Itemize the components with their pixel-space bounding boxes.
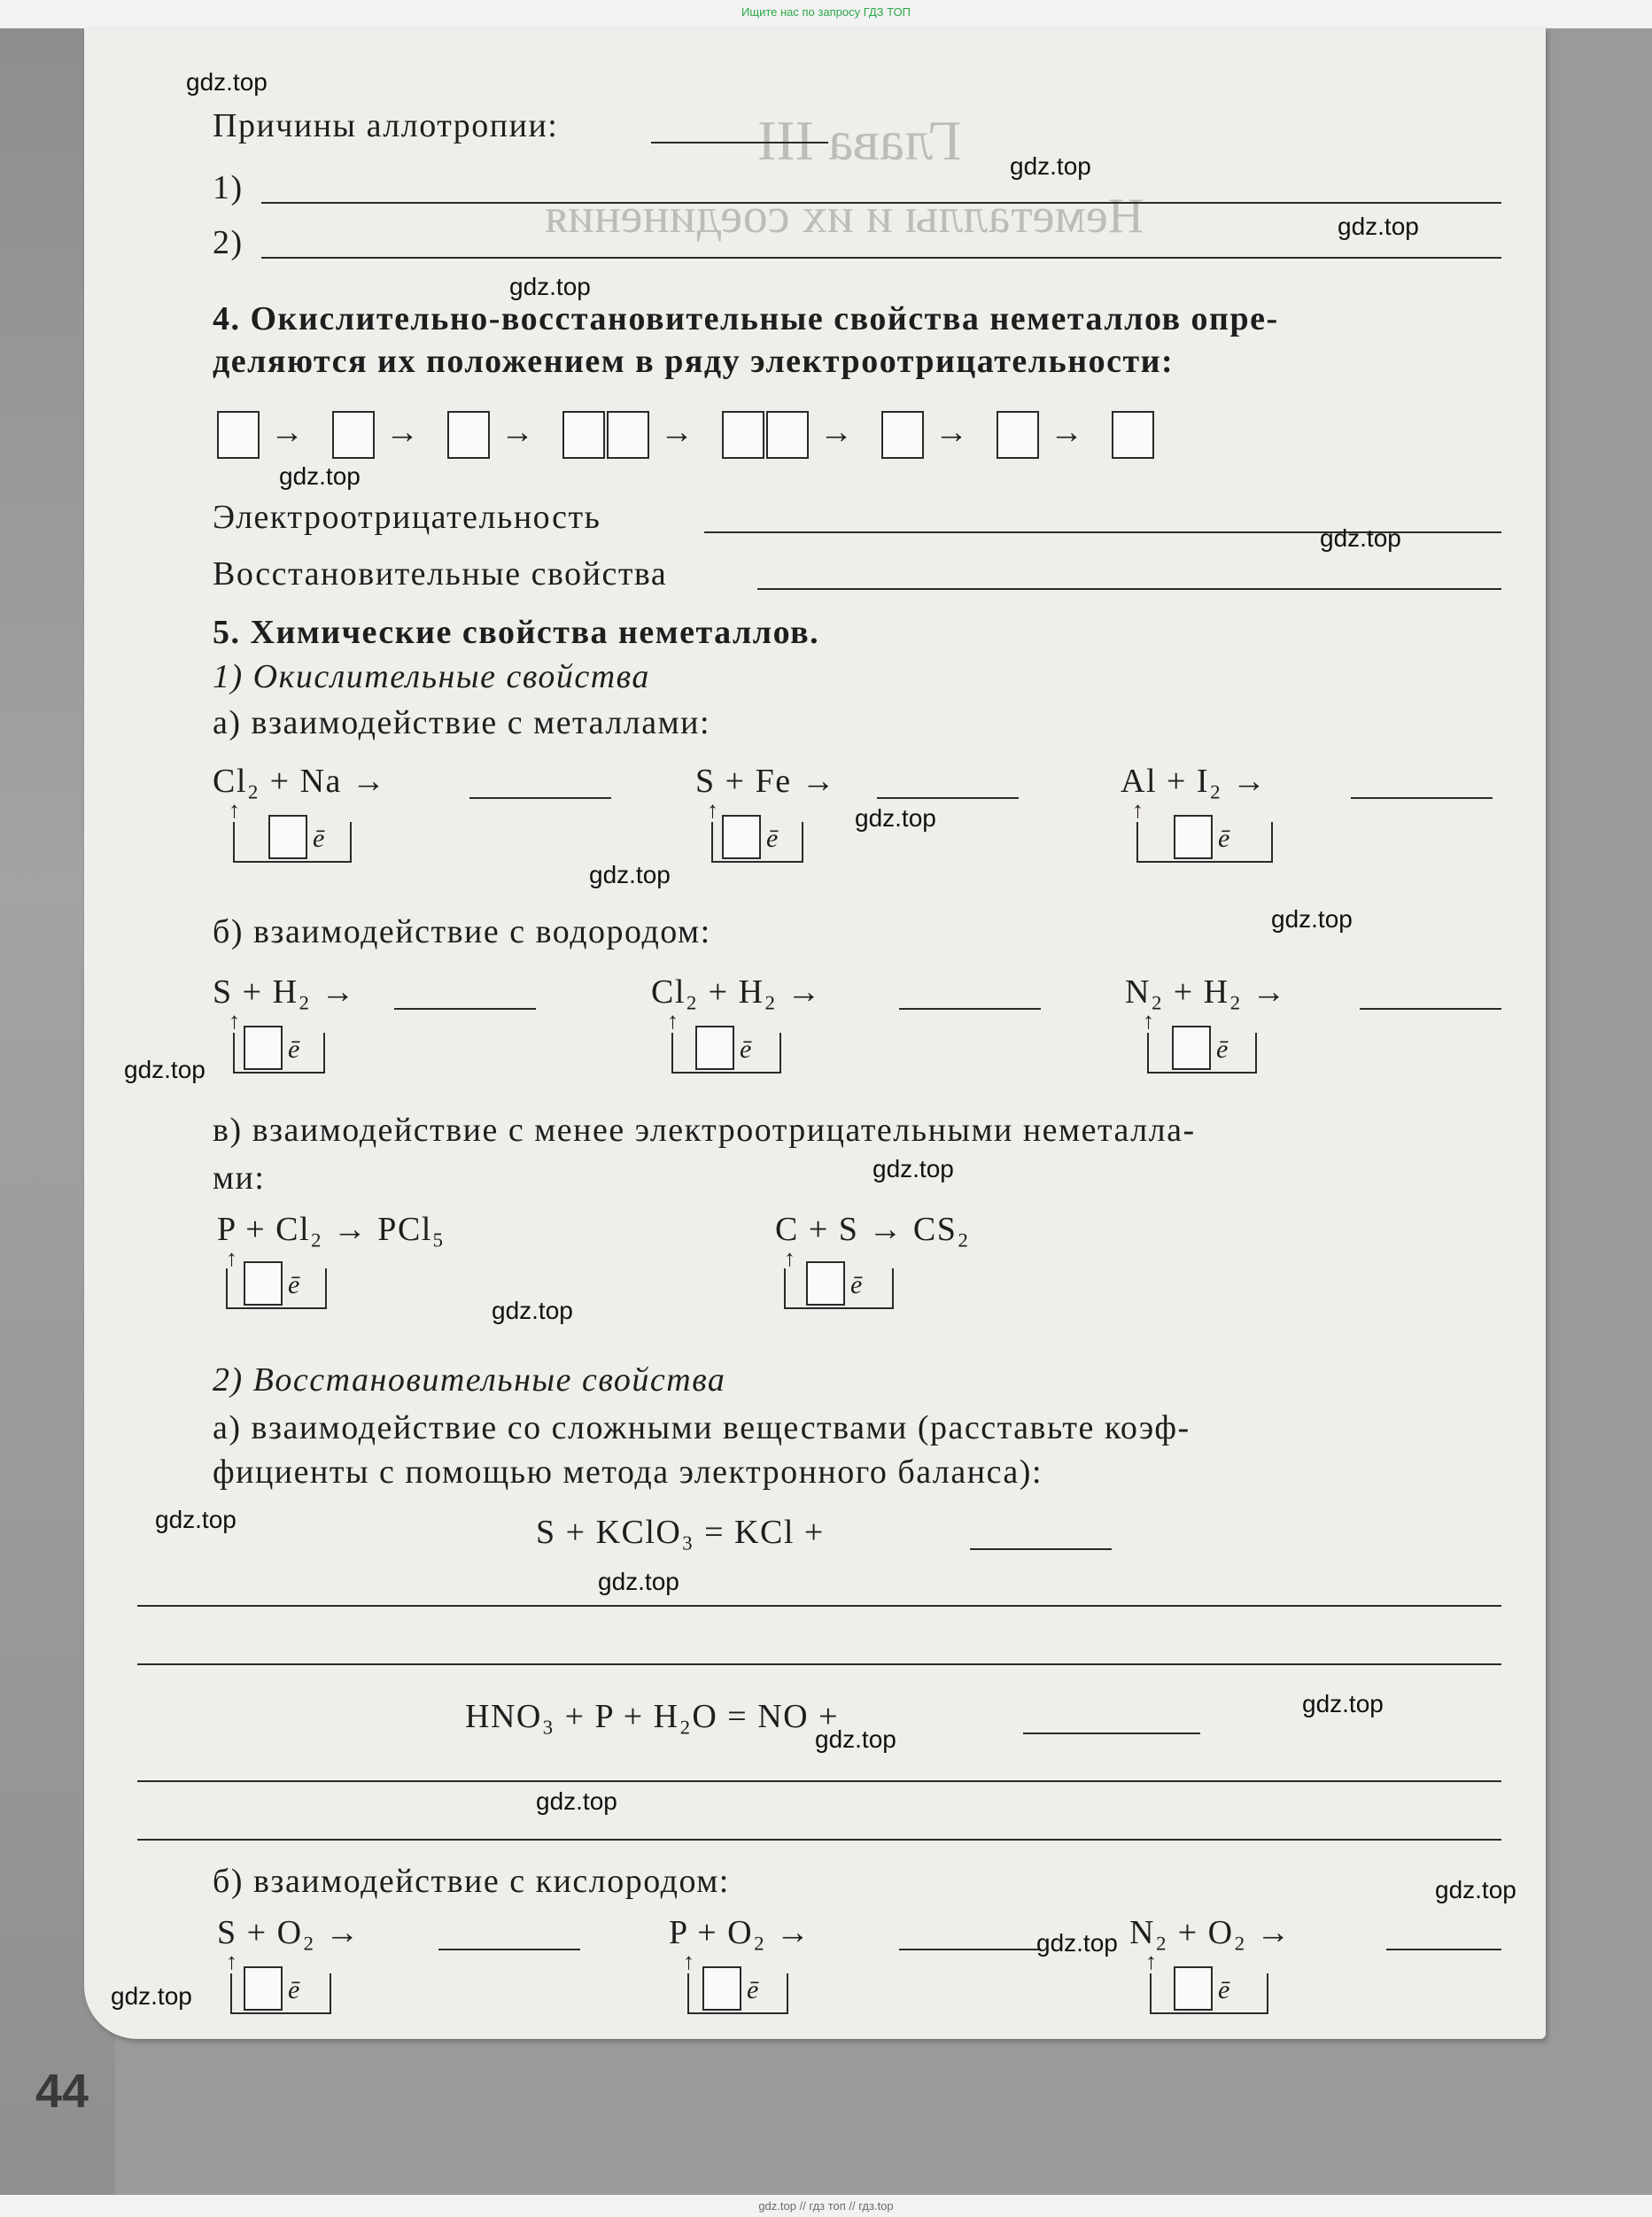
up-arrow-icon: ↑ xyxy=(683,1949,694,1974)
up-arrow-icon: ↑ xyxy=(1143,1008,1154,1034)
allotropy-line-2[interactable] xyxy=(261,257,1501,259)
reducing-label: Восстановительные свойства xyxy=(213,555,668,593)
eq-cl-h-line[interactable] xyxy=(899,1008,1041,1010)
electron-label: ē xyxy=(850,1270,863,1299)
watermark: gdz.top xyxy=(855,804,936,832)
answer-line-2[interactable] xyxy=(137,1663,1501,1665)
eq-s-fe-line[interactable] xyxy=(877,797,1019,799)
series-arrow-6: → xyxy=(935,414,968,451)
eq-s-o: S + O₂ → xyxy=(217,1914,361,1951)
series-box-6[interactable] xyxy=(881,411,924,459)
series-arrow-2: → xyxy=(385,414,419,451)
hydrogen-title: б) взаимодействие с водородом: xyxy=(213,913,711,950)
eq-cl-na-line[interactable] xyxy=(469,797,611,799)
electron-box-n-h[interactable] xyxy=(1172,1026,1211,1070)
watermark: gdz.top xyxy=(111,1982,192,2010)
eq-p-o: P + O₂ → xyxy=(669,1914,811,1951)
series-box-3[interactable] xyxy=(447,411,490,459)
workbook-page xyxy=(84,28,1546,2039)
electron-box-c-s[interactable] xyxy=(806,1261,845,1306)
up-arrow-icon: ↑ xyxy=(1145,1949,1157,1974)
eq-al-i: Al + I₂ → xyxy=(1121,763,1268,800)
eq-n-o: N₂ + O₂ → xyxy=(1129,1914,1291,1951)
electron-label: ē xyxy=(1216,1035,1229,1064)
electron-box-s-h[interactable] xyxy=(244,1026,283,1070)
eq-n-o-line[interactable] xyxy=(1386,1949,1501,1950)
allotropy-title: Причины аллотропии: xyxy=(213,107,559,144)
eq-s-h: S + H₂ → xyxy=(213,973,356,1011)
up-arrow-icon: ↑ xyxy=(1132,797,1144,823)
up-arrow-icon: ↑ xyxy=(226,1245,237,1271)
metals-title: а) взаимодействие с металлами: xyxy=(213,704,711,741)
watermark: gdz.top xyxy=(279,462,361,490)
series-arrow-5: → xyxy=(819,414,853,451)
watermark: gdz.top xyxy=(124,1056,206,1083)
watermark: gdz.top xyxy=(155,1506,237,1533)
eq-s-kclo3-line[interactable] xyxy=(970,1548,1112,1550)
eq-hno3-line[interactable] xyxy=(1023,1733,1200,1734)
watermark: gdz.top xyxy=(536,1787,617,1815)
top-ad-text[interactable]: Ищите нас по запросу ГДЗ ТОП xyxy=(741,5,911,19)
series-arrow-4: → xyxy=(660,414,694,451)
watermark: gdz.top xyxy=(1271,905,1353,933)
less-en-title-2: ми: xyxy=(213,1159,266,1197)
up-arrow-icon: ↑ xyxy=(707,797,718,823)
series-box-2[interactable] xyxy=(332,411,375,459)
reducing-line[interactable] xyxy=(757,588,1501,590)
watermark: gdz.top xyxy=(492,1297,573,1324)
oxygen-title: б) взаимодействие с кислородом: xyxy=(213,1863,730,1900)
eq-s-kclo3: S + KClO₃ = KCl + xyxy=(536,1514,825,1551)
electron-label: ē xyxy=(740,1035,752,1064)
electron-label: ē xyxy=(313,824,325,853)
series-box-4a[interactable] xyxy=(562,411,605,459)
watermark: gdz.top xyxy=(1435,1876,1516,1903)
series-box-1[interactable] xyxy=(217,411,260,459)
complex-title-1: а) взаимодействие со сложными веществами (расставьте коэф- xyxy=(213,1409,1191,1446)
watermark: gdz.top xyxy=(509,273,591,300)
electron-box-cl-h[interactable] xyxy=(695,1026,734,1070)
eq-s-o-line[interactable] xyxy=(438,1949,580,1950)
electron-box-s-o[interactable] xyxy=(244,1966,283,2011)
series-box-5b[interactable] xyxy=(766,411,809,459)
allotropy-item-1: 1) xyxy=(213,169,244,206)
up-arrow-icon: ↑ xyxy=(784,1245,795,1271)
watermark: gdz.top xyxy=(589,861,671,888)
watermark: gdz.top xyxy=(1320,524,1401,552)
oxidizing-title: 1) Окислительные свойства xyxy=(213,658,650,695)
electron-label: ē xyxy=(766,824,779,853)
up-arrow-icon: ↑ xyxy=(226,1949,237,1974)
up-arrow-icon: ↑ xyxy=(229,1008,240,1034)
watermark: gdz.top xyxy=(598,1568,679,1595)
eq-cl-h: Cl₂ + H₂ → xyxy=(651,973,822,1011)
less-en-title-1: в) взаимодействие с менее электроотрицательными неметалла- xyxy=(213,1112,1196,1149)
eq-al-i-line[interactable] xyxy=(1351,797,1493,799)
electron-box-al-i[interactable] xyxy=(1174,815,1213,859)
up-arrow-icon: ↑ xyxy=(229,797,240,823)
watermark: gdz.top xyxy=(873,1155,954,1182)
series-box-8[interactable] xyxy=(1112,411,1154,459)
watermark: gdz.top xyxy=(1338,213,1419,240)
electron-label: ē xyxy=(288,1270,300,1299)
q4-text-1: 4. Окислительно-восстановительные свойства неметаллов опре- xyxy=(213,300,1279,337)
series-arrow-1: → xyxy=(270,414,304,451)
reducing-title: 2) Восстановительные свойства xyxy=(213,1361,726,1399)
electron-box-cl-na[interactable] xyxy=(268,815,307,859)
electronegativity-label: Электроотрицательность xyxy=(213,499,601,536)
eq-c-s: C + S → CS₂ xyxy=(775,1211,971,1248)
page-number: 44 xyxy=(35,2065,89,2118)
electron-label: ē xyxy=(1218,1975,1230,2004)
electron-box-p-o[interactable] xyxy=(702,1966,741,2011)
eq-p-cl: P + Cl₂ → PCl₅ xyxy=(217,1211,446,1248)
ghost-chapter: Глава III xyxy=(757,109,962,172)
watermark: gdz.top xyxy=(815,1725,896,1753)
electron-box-p-cl[interactable] xyxy=(244,1261,283,1306)
allotropy-item-2: 2) xyxy=(213,224,244,261)
series-box-5a[interactable] xyxy=(722,411,764,459)
bottom-ad-text[interactable]: gdz.top // гдз топ // гдз.top xyxy=(758,2199,894,2213)
complex-title-2: фициенты с помощью метода электронного баланса): xyxy=(213,1453,1043,1491)
allotropy-title-line[interactable] xyxy=(651,142,828,143)
up-arrow-icon: ↑ xyxy=(667,1008,679,1034)
answer-line-3[interactable] xyxy=(137,1780,1501,1782)
q5-title: 5. Химические свойства неметаллов. xyxy=(213,614,820,651)
eq-s-fe: S + Fe → xyxy=(695,763,837,800)
electron-label: ē xyxy=(288,1035,300,1064)
watermark: gdz.top xyxy=(186,68,268,96)
electron-label: ē xyxy=(288,1975,300,2004)
watermark: gdz.top xyxy=(1010,152,1091,180)
series-arrow-7: → xyxy=(1050,414,1083,451)
allotropy-line-1[interactable] xyxy=(261,202,1501,204)
electron-box-s-fe[interactable] xyxy=(722,815,761,859)
eq-hno3: HNO₃ + P + H₂O = NO + xyxy=(465,1698,840,1735)
watermark: gdz.top xyxy=(1036,1929,1118,1957)
series-box-7[interactable] xyxy=(997,411,1039,459)
q4-text-2: деляются их положением в ряду электроотрицательности: xyxy=(213,343,1175,380)
electron-box-n-o[interactable] xyxy=(1174,1966,1213,2011)
eq-s-h-line[interactable] xyxy=(394,1008,536,1010)
series-box-4b[interactable] xyxy=(607,411,649,459)
eq-n-h-line[interactable] xyxy=(1360,1008,1501,1010)
eq-p-o-line[interactable] xyxy=(899,1949,1041,1950)
eq-cl-na: Cl₂ + Na → xyxy=(213,763,387,800)
electron-label: ē xyxy=(1218,824,1230,853)
watermark: gdz.top xyxy=(1302,1690,1384,1717)
ghost-subtitle: Неметаллы и их соединения xyxy=(545,189,1144,244)
answer-line-1[interactable] xyxy=(137,1605,1501,1607)
answer-line-4[interactable] xyxy=(137,1839,1501,1841)
eq-n-h: N₂ + H₂ → xyxy=(1125,973,1287,1011)
electron-label: ē xyxy=(747,1975,759,2004)
series-arrow-3: → xyxy=(500,414,534,451)
